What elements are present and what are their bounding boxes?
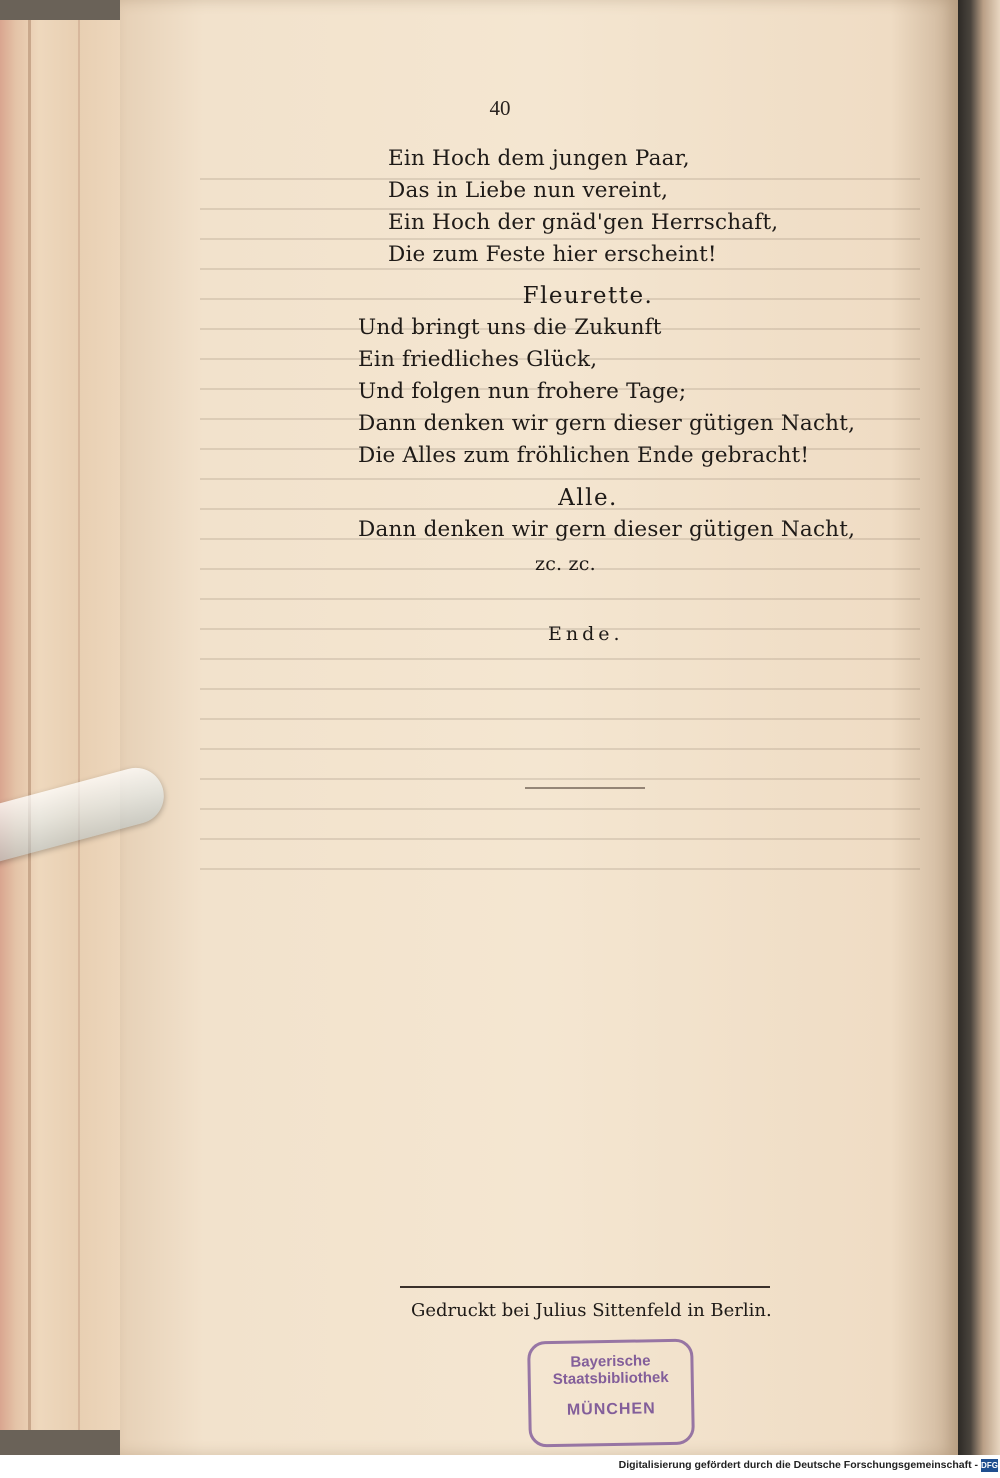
funding-note: Digitalisierung gefördert durch die Deutsche Forschungsgemeinschaft - (618, 1459, 978, 1471)
stamp-line: Bayerische (570, 1352, 651, 1371)
verse-line: Ein Hoch der gnäd'gen Herrschaft, (388, 210, 779, 235)
page-stack-edges (0, 20, 130, 1430)
verse-line: Die zum Feste hier erscheint! (388, 242, 717, 267)
page-number: 40 (489, 96, 511, 120)
dfg-logo-icon: DFG (981, 1461, 998, 1470)
verse-line: Ein friedliches Glück, (358, 347, 598, 372)
speaker-heading: Fleurette. (522, 283, 654, 309)
etc-mark: zc. zc. (535, 553, 596, 575)
speaker-heading: Alle. (558, 485, 618, 511)
verse-line: Die Alles zum fröhlichen Ende gebracht! (358, 443, 810, 468)
stamp-line: Staatsbibliothek (552, 1368, 669, 1389)
verse-line: Ein Hoch dem jungen Paar, (388, 146, 690, 171)
verse-line: Und bringt uns die Zukunft (358, 315, 662, 340)
verse-line: Und folgen nun frohere Tage; (358, 379, 687, 404)
divider (525, 787, 645, 789)
verse-line: Dann denken wir gern dieser gütigen Nacht, (358, 517, 856, 542)
stamp-line: MÜNCHEN (566, 1400, 656, 1419)
ende-label: Ende. (548, 623, 624, 645)
book-spine-shadow (958, 0, 1000, 1455)
library-stamp (527, 1339, 695, 1448)
verse-line: Das in Liebe nun vereint, (388, 178, 669, 203)
verse-line: Dann denken wir gern dieser gütigen Nacht, (358, 411, 856, 436)
divider (400, 1286, 770, 1288)
printer-imprint: Gedruckt bei Julius Sittenfeld in Berlin. (411, 1300, 772, 1321)
